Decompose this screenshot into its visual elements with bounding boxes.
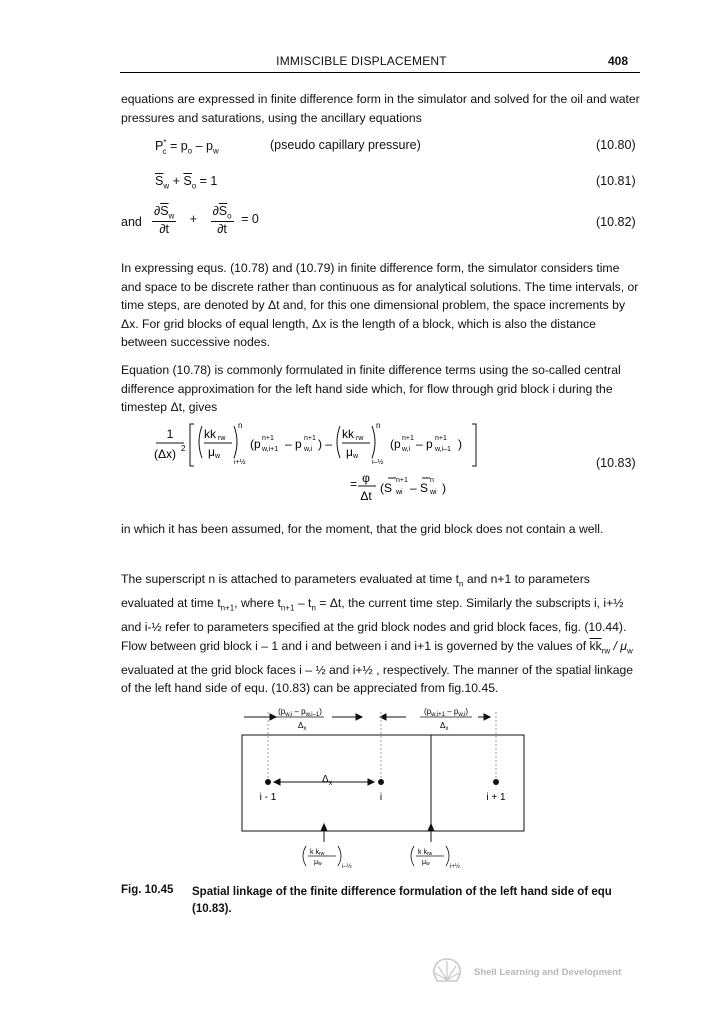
equation-10-82-number: (10.82) xyxy=(596,215,636,229)
svg-text:i+½: i+½ xyxy=(234,459,246,466)
label-node-i: i xyxy=(379,792,383,803)
equation-10-83-number: (10.83) xyxy=(596,456,636,470)
svg-text:μw: μw xyxy=(422,859,430,867)
label-node-i-minus-1: i - 1 xyxy=(259,792,277,803)
svg-text:k krw: k krw xyxy=(418,849,433,857)
svg-text:w,i: w,i xyxy=(402,446,411,453)
node-i-plus-1 xyxy=(493,779,499,785)
intro-paragraph: equations are expressed in finite difference form in the simulator and solved for the oil and water pressures and saturations, using the ancillary equations xyxy=(121,92,640,125)
svg-text:k krw: k krw xyxy=(310,849,325,857)
svg-text:n: n xyxy=(238,421,243,430)
svg-text:rw: rw xyxy=(218,435,226,442)
svg-text:n+1: n+1 xyxy=(402,435,414,442)
svg-text:Δx: $\Delta_x$ xyxy=(440,721,449,732)
node-i xyxy=(378,779,384,785)
svg-text:kk: kk xyxy=(204,427,216,441)
svg-text:1: 1 xyxy=(166,427,174,441)
svg-text:n+1: n+1 xyxy=(396,477,408,484)
paragraph-expressing: In expressing equs. (10.78) and (10.79) in finite difference form, the simulator considers time and space to be discrete rather than continuous as for analytical solutions. The time intervals, or time steps, are denoted by Δt and, for this one dimensional problem, the space increments by Δx. For grid blocks of equal length, Δx is the length of a block, which is also the distance between successive nodes. xyxy=(121,261,639,350)
svg-text:(p: (p xyxy=(250,437,261,451)
svg-text:– S: – S xyxy=(410,481,429,495)
svg-text:– p: – p xyxy=(285,437,302,451)
figure-caption-text: Spatial linkage of the finite difference formulation of the left hand side of equ (10.83). xyxy=(192,886,612,915)
footer-brand: Shell Learning and Development xyxy=(474,967,622,978)
svg-text:wi: wi xyxy=(396,489,403,496)
shell-logo-icon xyxy=(431,957,463,985)
svg-text:w: w xyxy=(353,453,359,460)
running-header-title: IMMISCIBLE DISPLACEMENT xyxy=(276,54,447,68)
flux-label-left xyxy=(276,707,324,732)
svg-text:rw: rw xyxy=(356,435,364,442)
svg-text:2: 2 xyxy=(181,444,186,453)
svg-text:n: n xyxy=(376,421,381,430)
svg-text:): ) xyxy=(458,437,462,451)
svg-text:n+1: n+1 xyxy=(304,435,316,442)
paragraph-no-well: in which it has been assumed, for the moment, that the grid block does not contain a well. xyxy=(121,522,604,536)
fraction-dsw-dt: $\frac{\partial\overline{S}_w}{\partial t}$ xyxy=(154,204,175,236)
mobility-left xyxy=(303,846,352,870)
svg-text:μ: μ xyxy=(346,445,353,459)
svg-text:Δx: $\Delta_x$ xyxy=(322,774,333,787)
node-i-minus-1 xyxy=(265,779,271,785)
svg-text:i–½: i–½ xyxy=(342,864,352,870)
svg-text:w: w xyxy=(215,453,221,460)
svg-text:Δx: $\Delta_x$ xyxy=(298,721,307,732)
figure-10-45 xyxy=(228,700,528,870)
svg-text:μw: μw xyxy=(314,859,322,867)
face-arrows xyxy=(321,824,434,842)
svg-text:i+½: i+½ xyxy=(450,864,460,870)
svg-text:(pw,i – pw,i–1): $(p_{w,i} - p_{w,i-1})$ xyxy=(278,707,322,718)
svg-text:Δt: Δt xyxy=(360,489,372,503)
equation-10-83 xyxy=(150,418,490,510)
flux-label-right xyxy=(420,707,472,732)
svg-text:kk: kk xyxy=(342,427,354,441)
label-node-i-plus-1: i + 1 xyxy=(486,792,506,803)
svg-text:=: = xyxy=(350,477,358,491)
mobility-right xyxy=(411,846,460,870)
equation-10-81: $\overline{S}_w + \overline{S}_o = 1$ xyxy=(155,174,218,191)
svg-text:μ: μ xyxy=(208,445,215,459)
equation-10-80-number: (10.80) xyxy=(596,138,636,152)
svg-text:φ: φ xyxy=(362,471,370,485)
svg-text:): ) xyxy=(442,481,446,495)
paragraph-central-difference: Equation (10.78) is commonly formulated in finite difference terms using the so-called central difference approximation for the left hand side which, for flow through grid block i during the timestep Δt, gives xyxy=(121,363,621,415)
svg-text:w,i: w,i xyxy=(304,446,313,453)
equation-10-82: $\frac{\partial\overline{S}_w}{\partial t}$ + $\frac{\partial\overline{S}_o}{\partial t}$ = 0 xyxy=(154,204,259,236)
svg-text:i–½: i–½ xyxy=(372,459,384,466)
equation-10-81-number: (10.81) xyxy=(596,174,636,188)
equation-10-80: $P^*_c = p_o - p_w$ xyxy=(155,138,219,156)
svg-text:– p: – p xyxy=(416,437,433,451)
svg-text:w,i+1: w,i+1 xyxy=(262,446,279,453)
header-rule xyxy=(120,72,640,73)
svg-text:n: n xyxy=(430,477,434,484)
paragraph-superscript: The superscript n is attached to parameters evaluated at time $t_n$ and n+1 to parameters evaluated at time $t_{n+1}$, where $t_{n+1} - t_n = \Delta t$, the current time step. Similarly the subscripts i, i+½ and i-½ refer to parameters specified at the grid block nodes and grid block faces, fig. (10.44). Flow between grid block i – 1 and i and between i and i+1 is governed by the values of $\overline{kk}_{rw} / \mu_w$ evaluated at the grid block faces i – ½ and i+½ , respectively. The manner of the spatial linkage of the left hand side of equ. (10.83) can be appreciated from fig.10.45. xyxy=(121,572,634,696)
equation-and-word: and xyxy=(121,215,142,229)
svg-text:(S: (S xyxy=(380,481,392,495)
page-number: 408 xyxy=(608,54,629,68)
svg-text:w,i–1: w,i–1 xyxy=(435,446,451,453)
svg-text:n+1: n+1 xyxy=(262,435,274,442)
svg-text:(p: (p xyxy=(390,437,401,451)
svg-text:(pw,i+1 – pw,i): $(p_{w,i+1} - p_{w,i})$ xyxy=(424,707,468,718)
svg-text:wi: wi xyxy=(430,489,437,496)
figure-caption-label: Fig. 10.45 xyxy=(121,884,174,896)
fraction-dso-dt: $\frac{\partial\overline{S}_o}{\partial t}$ xyxy=(212,204,232,236)
svg-text:n+1: n+1 xyxy=(435,435,447,442)
equation-10-80-description: (pseudo capillary pressure) xyxy=(270,138,421,152)
svg-text:) –: ) – xyxy=(318,437,333,451)
svg-text:(Δx): (Δx) xyxy=(154,447,177,461)
